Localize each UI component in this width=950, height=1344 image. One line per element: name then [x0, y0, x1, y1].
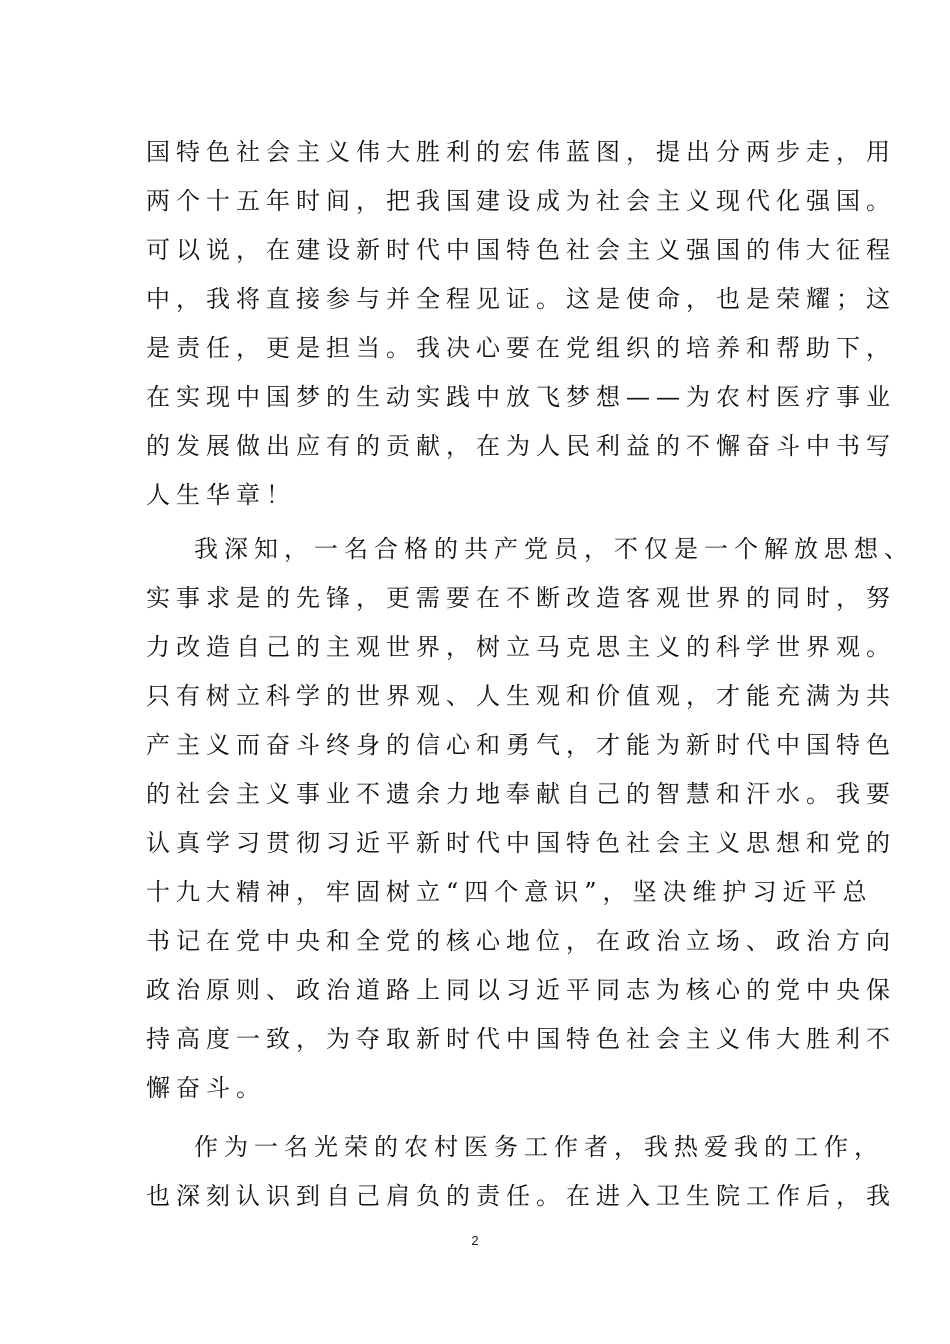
paragraph-first-line: 作为一名光荣的农村医务工作者，我热爱我的工作，: [194, 1133, 884, 1161]
text-line: 是责任，更是担当。我决心要在党组织的培养和帮助下，: [146, 334, 896, 362]
text-line: 只有树立科学的世界观、人生观和价值观，才能充满为共: [146, 682, 896, 710]
text-line: 实事求是的先锋，更需要在不断改造客观世界的同时，努: [146, 584, 896, 612]
text-line: 人生华章！: [146, 481, 296, 509]
text-line: 两个十五年时间，把我国建设成为社会主义现代化强国。: [146, 187, 896, 215]
text-line: 的社会主义事业不遗余力地奉献自己的智慧和汗水。我要: [146, 780, 896, 808]
text-line: 力改造自己的主观世界，树立马克思主义的科学世界观。: [146, 633, 896, 661]
page-number: 2: [471, 1233, 479, 1248]
text-line: 政治原则、政治道路上同以习近平同志为核心的党中央保: [146, 976, 896, 1004]
text-line: 产主义而奋斗终身的信心和勇气，才能为新时代中国特色: [146, 731, 896, 759]
text-line: 持高度一致，为夺取新时代中国特色社会主义伟大胜利不: [146, 1025, 896, 1053]
text-line: 的发展做出应有的贡献，在为人民利益的不懈奋斗中书写: [146, 432, 896, 460]
text-line: 认真学习贯彻习近平新时代中国特色社会主义思想和党的: [146, 829, 896, 857]
text-line: 国特色社会主义伟大胜利的宏伟蓝图，提出分两步走，用: [146, 138, 896, 166]
text-line: 十九大精神，牢固树立“四个意识”，坚决维护习近平总: [146, 878, 873, 906]
text-line: 也深刻认识到自己肩负的责任。在进入卫生院工作后，我: [146, 1182, 896, 1210]
text-line: 中，我将直接参与并全程见证。这是使命，也是荣耀；这: [146, 285, 896, 313]
paragraph-first-line: 我深知，一名合格的共产党员，不仅是一个解放思想、: [194, 535, 914, 563]
text-line: 在实现中国梦的生动实践中放飞梦想——为农村医疗事业: [146, 383, 896, 411]
text-line: 懈奋斗。: [146, 1074, 266, 1102]
text-line: 可以说，在建设新时代中国特色社会主义强国的伟大征程: [146, 236, 896, 264]
text-line: 书记在党中央和全党的核心地位，在政治立场、政治方向: [146, 927, 896, 955]
